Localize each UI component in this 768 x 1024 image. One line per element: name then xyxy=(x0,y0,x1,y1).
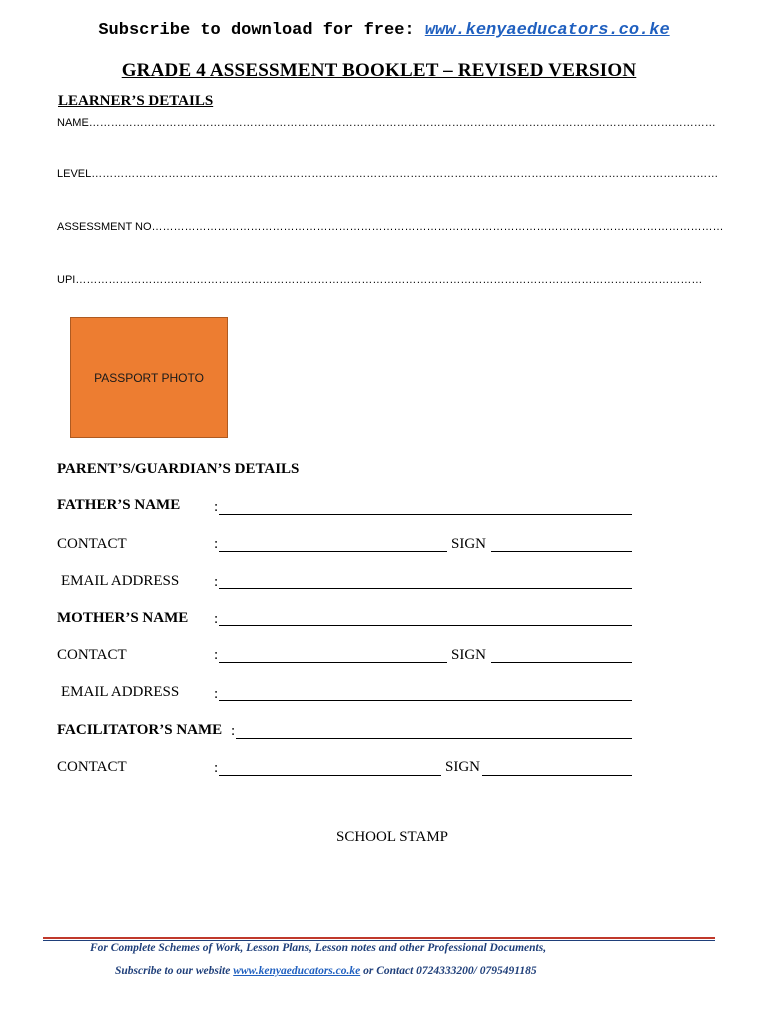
footer-rule-navy xyxy=(43,940,715,941)
assessment-no-label: ASSESSMENT NO xyxy=(57,221,152,233)
mother-name-colon: : xyxy=(214,611,219,627)
mother-email-colon: : xyxy=(214,686,219,702)
mother-sign-label: SIGN xyxy=(451,647,487,663)
footer-line-2 xyxy=(115,965,537,977)
mother-contact-label: CONTACT xyxy=(57,647,127,663)
facilitator-name-colon: : xyxy=(231,723,236,739)
footer-website-link[interactable]: www.kenyaeducators.co.ke xyxy=(233,965,361,977)
footer-contact-text: or Contact 0724333200/ 0795491185 xyxy=(363,965,537,977)
assessment-no-dotted-line: ………………………………………………………………………………………………………………………………………… xyxy=(151,221,724,233)
level-dotted-line: ……………………………………………………………………………………………………………………………………………………… xyxy=(91,168,719,180)
father-name-colon: : xyxy=(214,499,219,515)
school-stamp-label: SCHOOL STAMP xyxy=(336,829,449,845)
footer-subscribe-text: Subscribe to our website xyxy=(115,965,231,977)
passport-photo-box xyxy=(70,317,228,438)
mother-name-label: MOTHER’S NAME xyxy=(57,610,189,626)
passport-photo-label: PASSPORT PHOTO xyxy=(94,370,204,385)
upi-field[interactable] xyxy=(57,274,703,286)
level-label: LEVEL xyxy=(57,168,92,180)
mother-email-label: EMAIL ADDRESS xyxy=(61,684,180,700)
footer-line-1: For Complete Schemes of Work, Lesson Plans, Lesson notes and other Professional Documents, xyxy=(90,942,547,954)
father-email-line[interactable] xyxy=(219,588,632,589)
father-name-label: FATHER’S NAME xyxy=(57,497,181,513)
father-email-label: EMAIL ADDRESS xyxy=(61,573,180,589)
facilitator-name-line[interactable] xyxy=(236,738,632,739)
name-label: NAME xyxy=(57,117,89,129)
parent-guardian-heading: PARENT’S/GUARDIAN’S DETAILS xyxy=(57,461,300,477)
father-sign-label: SIGN xyxy=(451,536,487,552)
mother-contact-line[interactable] xyxy=(219,662,447,663)
father-name-line[interactable] xyxy=(219,514,632,515)
level-field[interactable] xyxy=(57,168,719,180)
upi-label: UPI xyxy=(57,274,76,286)
name-field[interactable] xyxy=(57,117,716,129)
mother-name-line[interactable] xyxy=(219,625,632,626)
mother-contact-colon: : xyxy=(214,647,219,663)
father-email-colon: : xyxy=(214,574,219,590)
upi-dotted-line: ……………………………………………………………………………………………………………………………………………………… xyxy=(75,274,703,286)
subscribe-text: Subscribe to download for free: xyxy=(98,21,415,40)
father-sign-line[interactable] xyxy=(491,551,632,552)
father-contact-label: CONTACT xyxy=(57,536,127,552)
document-title: GRADE 4 ASSESSMENT BOOKLET – REVISED VERSION xyxy=(121,60,637,81)
name-dotted-line: ……………………………………………………………………………………………………………………………………………………… xyxy=(88,117,716,129)
learner-details-heading: LEARNER’S DETAILS xyxy=(58,93,214,109)
facilitator-sign-line[interactable] xyxy=(482,775,632,776)
subscribe-link[interactable]: www.kenyaeducators.co.ke xyxy=(424,21,670,40)
facilitator-contact-colon: : xyxy=(214,760,219,776)
father-contact-line[interactable] xyxy=(219,551,447,552)
footer-rule-red xyxy=(43,937,715,939)
facilitator-sign-label: SIGN xyxy=(445,759,481,775)
mother-email-line[interactable] xyxy=(219,700,632,701)
facilitator-contact-label: CONTACT xyxy=(57,759,127,775)
subscribe-banner xyxy=(0,21,768,40)
facilitator-contact-line[interactable] xyxy=(219,775,441,776)
facilitator-name-label: FACILITATOR’S NAME xyxy=(57,722,223,738)
father-contact-colon: : xyxy=(214,536,219,552)
mother-sign-line[interactable] xyxy=(491,662,632,663)
assessment-no-field[interactable] xyxy=(57,221,724,233)
